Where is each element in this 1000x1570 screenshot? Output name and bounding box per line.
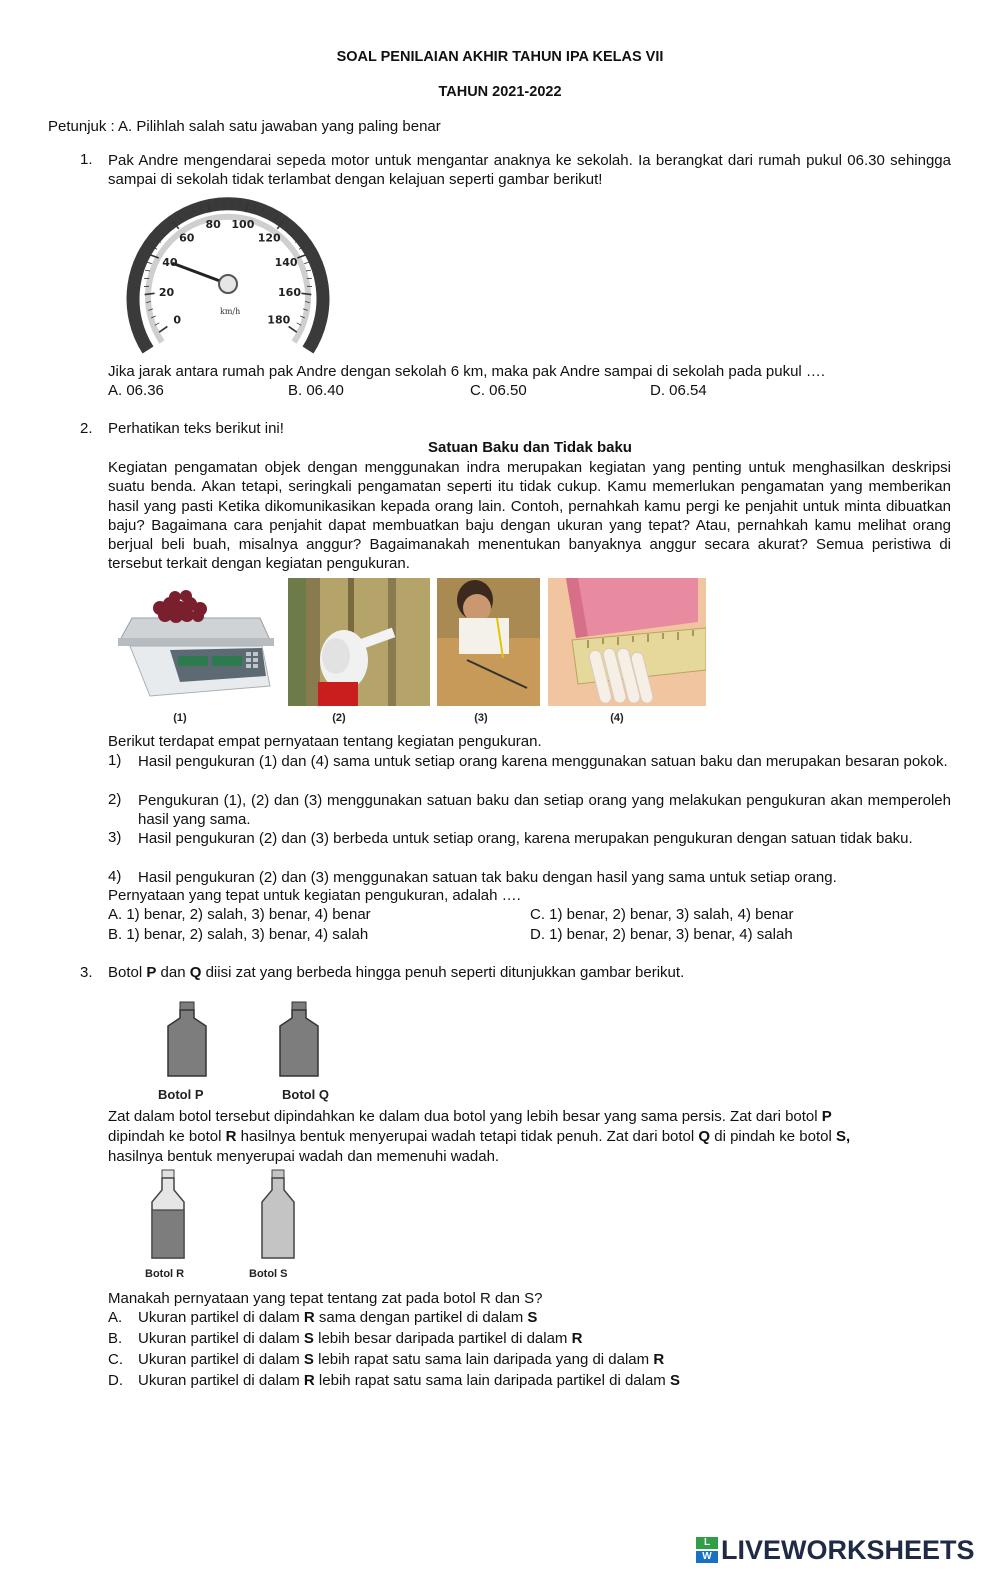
bottle-p-drawing bbox=[164, 1000, 210, 1078]
speedometer-image bbox=[118, 192, 338, 362]
bottle-r-label: Botol R bbox=[145, 1268, 185, 1280]
speedometer-tick-label: 0 bbox=[173, 313, 182, 327]
bottle-s bbox=[258, 1168, 298, 1266]
q3-option-d[interactable]: D. Ukuran partikel di dalam R lebih rapat satu sama lain daripada partikel di dalam S bbox=[108, 1372, 680, 1389]
q2-intro: Perhatikan teks berikut ini! bbox=[108, 420, 284, 437]
q2-statement-3-text: Hasil pengukuran (2) dan (3) berbeda untuk setiap orang, karena merupakan pengukuran dengan satuan tidak baku. bbox=[138, 830, 913, 847]
q3-para-line-2: dipindah ke botol R hasilnya bentuk menyerupai wadah tetapi tidak penuh. Zat dari botol Q di pindah ke botol S, bbox=[108, 1128, 851, 1145]
liveworksheets-logo bbox=[696, 1534, 975, 1566]
bottle-r bbox=[148, 1168, 188, 1266]
q1-text: Pak Andre mengendarai sepeda motor untuk mengantar anaknya ke sekolah. Ia berangkat dari rumah pukul 06.30 sehingga sampai di sekolah tidak terlambat dengan kelajuan seperti gambar berikut! bbox=[108, 152, 951, 188]
q2-statement-4-text: Hasil pengukuran (2) dan (3) menggunakan satuan tak baku dengan hasil yang sama untuk setiap orang. bbox=[138, 869, 837, 886]
speedometer-tick-label: 100 bbox=[231, 217, 255, 231]
bottle-q bbox=[276, 1000, 322, 1082]
speedometer-tick-label: 40 bbox=[162, 256, 178, 270]
speedometer-hub bbox=[219, 275, 237, 293]
speedometer-tick-label: 160 bbox=[278, 285, 301, 299]
q2-number: 2. bbox=[80, 420, 93, 437]
instruction: Petunjuk : A. Pilihlah salah satu jawaban yang paling benar bbox=[48, 118, 441, 135]
bottle-s-drawing bbox=[258, 1168, 298, 1262]
bottle-p-label: Botol P bbox=[158, 1087, 204, 1102]
hand-span-drawing bbox=[288, 578, 430, 706]
bottle-q-label: Botol Q bbox=[282, 1087, 329, 1102]
photo-ruler-measurement bbox=[548, 578, 706, 706]
q3-option-b[interactable]: B. Ukuran partikel di dalam S lebih besar daripada partikel di dalam R bbox=[108, 1330, 583, 1347]
q2-statement-2-text: Pengukuran (1), (2) dan (3) menggunakan satuan baku dan setiap orang yang melakukan pengukuran akan memperoleh hasil yang sama. bbox=[138, 792, 951, 828]
speedometer-tick-label: 60 bbox=[179, 231, 195, 245]
speedometer-svg bbox=[118, 192, 338, 362]
q3-option-a[interactable]: A. Ukuran partikel di dalam R sama dengan partikel di dalam S bbox=[108, 1309, 538, 1326]
liveworksheets-badge-icon: L W bbox=[696, 1537, 718, 1563]
photo-tailor-measuring bbox=[437, 578, 540, 706]
q1-option-d[interactable]: D. 06.54 bbox=[650, 382, 707, 399]
q1-option-c[interactable]: C. 06.50 bbox=[470, 382, 527, 399]
q3-para-line-1: Zat dalam botol tersebut dipindahkan ke dalam dua botol yang lebih besar yang sama persis. Zat dari botol P bbox=[108, 1108, 832, 1125]
q2-option-b[interactable]: B. 1) benar, 2) salah, 3) benar, 4) salah bbox=[108, 926, 369, 943]
q1-question: Jika jarak antara rumah pak Andre dengan sekolah 6 km, maka pak Andre sampai di sekolah pada pukul …. bbox=[108, 363, 826, 380]
liveworksheets-brand: LIVEWORKSHEETS bbox=[721, 1534, 975, 1565]
q2-statement-1-text: Hasil pengukuran (1) dan (4) sama untuk setiap orang karena menggunakan satuan baku dan merupakan besaran pokok. bbox=[138, 753, 948, 770]
speedometer-tick-label: 80 bbox=[205, 217, 221, 231]
page-title: SOAL PENILAIAN AKHIR TAHUN IPA KELAS VII bbox=[336, 49, 664, 65]
q2-statement-4-num: 4) bbox=[108, 868, 122, 885]
photo-label-3: (3) bbox=[474, 712, 488, 724]
bottle-p bbox=[164, 1000, 210, 1082]
photo-measuring-with-hand-span bbox=[288, 578, 430, 706]
q2-statement-3-num: 3) bbox=[108, 829, 122, 846]
tailor-drawing bbox=[437, 578, 540, 706]
speedometer-tick-label: 140 bbox=[274, 256, 298, 270]
q2-option-c[interactable]: C. 1) benar, 2) benar, 3) salah, 4) benar bbox=[530, 906, 794, 923]
q2-statement-2-num: 2) bbox=[108, 791, 122, 808]
q1-option-b[interactable]: B. 06.40 bbox=[288, 382, 344, 399]
speedometer-tick-label: 180 bbox=[267, 313, 291, 327]
q2-heading: Satuan Baku dan Tidak baku bbox=[428, 439, 632, 456]
q2-statements-lead: Berikut terdapat empat pernyataan tentang kegiatan pengukuran. bbox=[108, 733, 542, 750]
q2-statement-1-num: 1) bbox=[108, 752, 122, 769]
speedometer-tick bbox=[304, 262, 309, 263]
q3-question: Manakah pernyataan yang tepat tentang zat pada botol R dan S? bbox=[108, 1290, 543, 1307]
q2-passage: Kegiatan pengamatan objek dengan menggunakan indra merupakan kegiatan yang penting untuk menghasilkan deskripsi suatu benda. Akan tetapi, seringkali pengamatan seperti itu tidak cukup. Kamu memerlukan pengamatan yang memberikan hasil yang pasti Ketika dikomunikasikan kepada orang lain. Contoh, pernahkah kamu pergi ke penjahit untuk minta dibuatkan baju? Bagaimana cara penjahit dapat membuatkan baju dengan ukuran yang tepat? Atau, pernahkah kamu melihat orang berjual beli buah, misalnya anggur? Bagaimanakah menentukan banyaknya anggur secara akurat? Semua peristiwa di tersebut terkait dengan kegiatan pengukuran. bbox=[108, 459, 951, 573]
speedometer-tick bbox=[147, 262, 152, 263]
q2-question: Pernyataan yang tepat untuk kegiatan pengukuran, adalah …. bbox=[108, 887, 521, 904]
ruler-drawing bbox=[548, 578, 706, 706]
speedometer-tick bbox=[289, 326, 297, 332]
photo-label-4: (4) bbox=[610, 712, 624, 724]
photo-digital-scale bbox=[110, 578, 282, 706]
q1-option-a[interactable]: A. 06.36 bbox=[108, 382, 164, 399]
speedometer-tick-label: 20 bbox=[158, 285, 175, 299]
q3-para-line-3: hasilnya bentuk menyerupai wadah dan memenuhi wadah. bbox=[108, 1148, 500, 1165]
q1-number: 1. bbox=[80, 151, 93, 168]
q3-number: 3. bbox=[80, 964, 93, 981]
q2-option-d[interactable]: D. 1) benar, 2) benar, 3) benar, 4) salah bbox=[530, 926, 793, 943]
q3-option-c[interactable]: C. Ukuran partikel di dalam S lebih rapat satu sama lain daripada yang di dalam R bbox=[108, 1351, 665, 1368]
bottle-r-drawing bbox=[148, 1168, 188, 1262]
photo-label-1: (1) bbox=[173, 712, 187, 724]
bottle-s-label: Botol S bbox=[249, 1268, 288, 1280]
speedometer-unit: km/h bbox=[220, 307, 241, 316]
photo-label-2: (2) bbox=[332, 712, 346, 724]
q2-option-a[interactable]: A. 1) benar, 2) salah, 3) benar, 4) benar bbox=[108, 906, 371, 923]
speedometer-tick bbox=[159, 326, 167, 332]
page-subtitle-year: TAHUN 2021-2022 bbox=[438, 84, 562, 100]
q3-intro: Botol P dan Q diisi zat yang berbeda hingga penuh seperti ditunjukkan gambar berikut. bbox=[108, 964, 685, 981]
speedometer-tick-label: 120 bbox=[257, 231, 281, 245]
digital-scale-drawing bbox=[110, 578, 282, 706]
bottle-q-drawing bbox=[276, 1000, 322, 1078]
